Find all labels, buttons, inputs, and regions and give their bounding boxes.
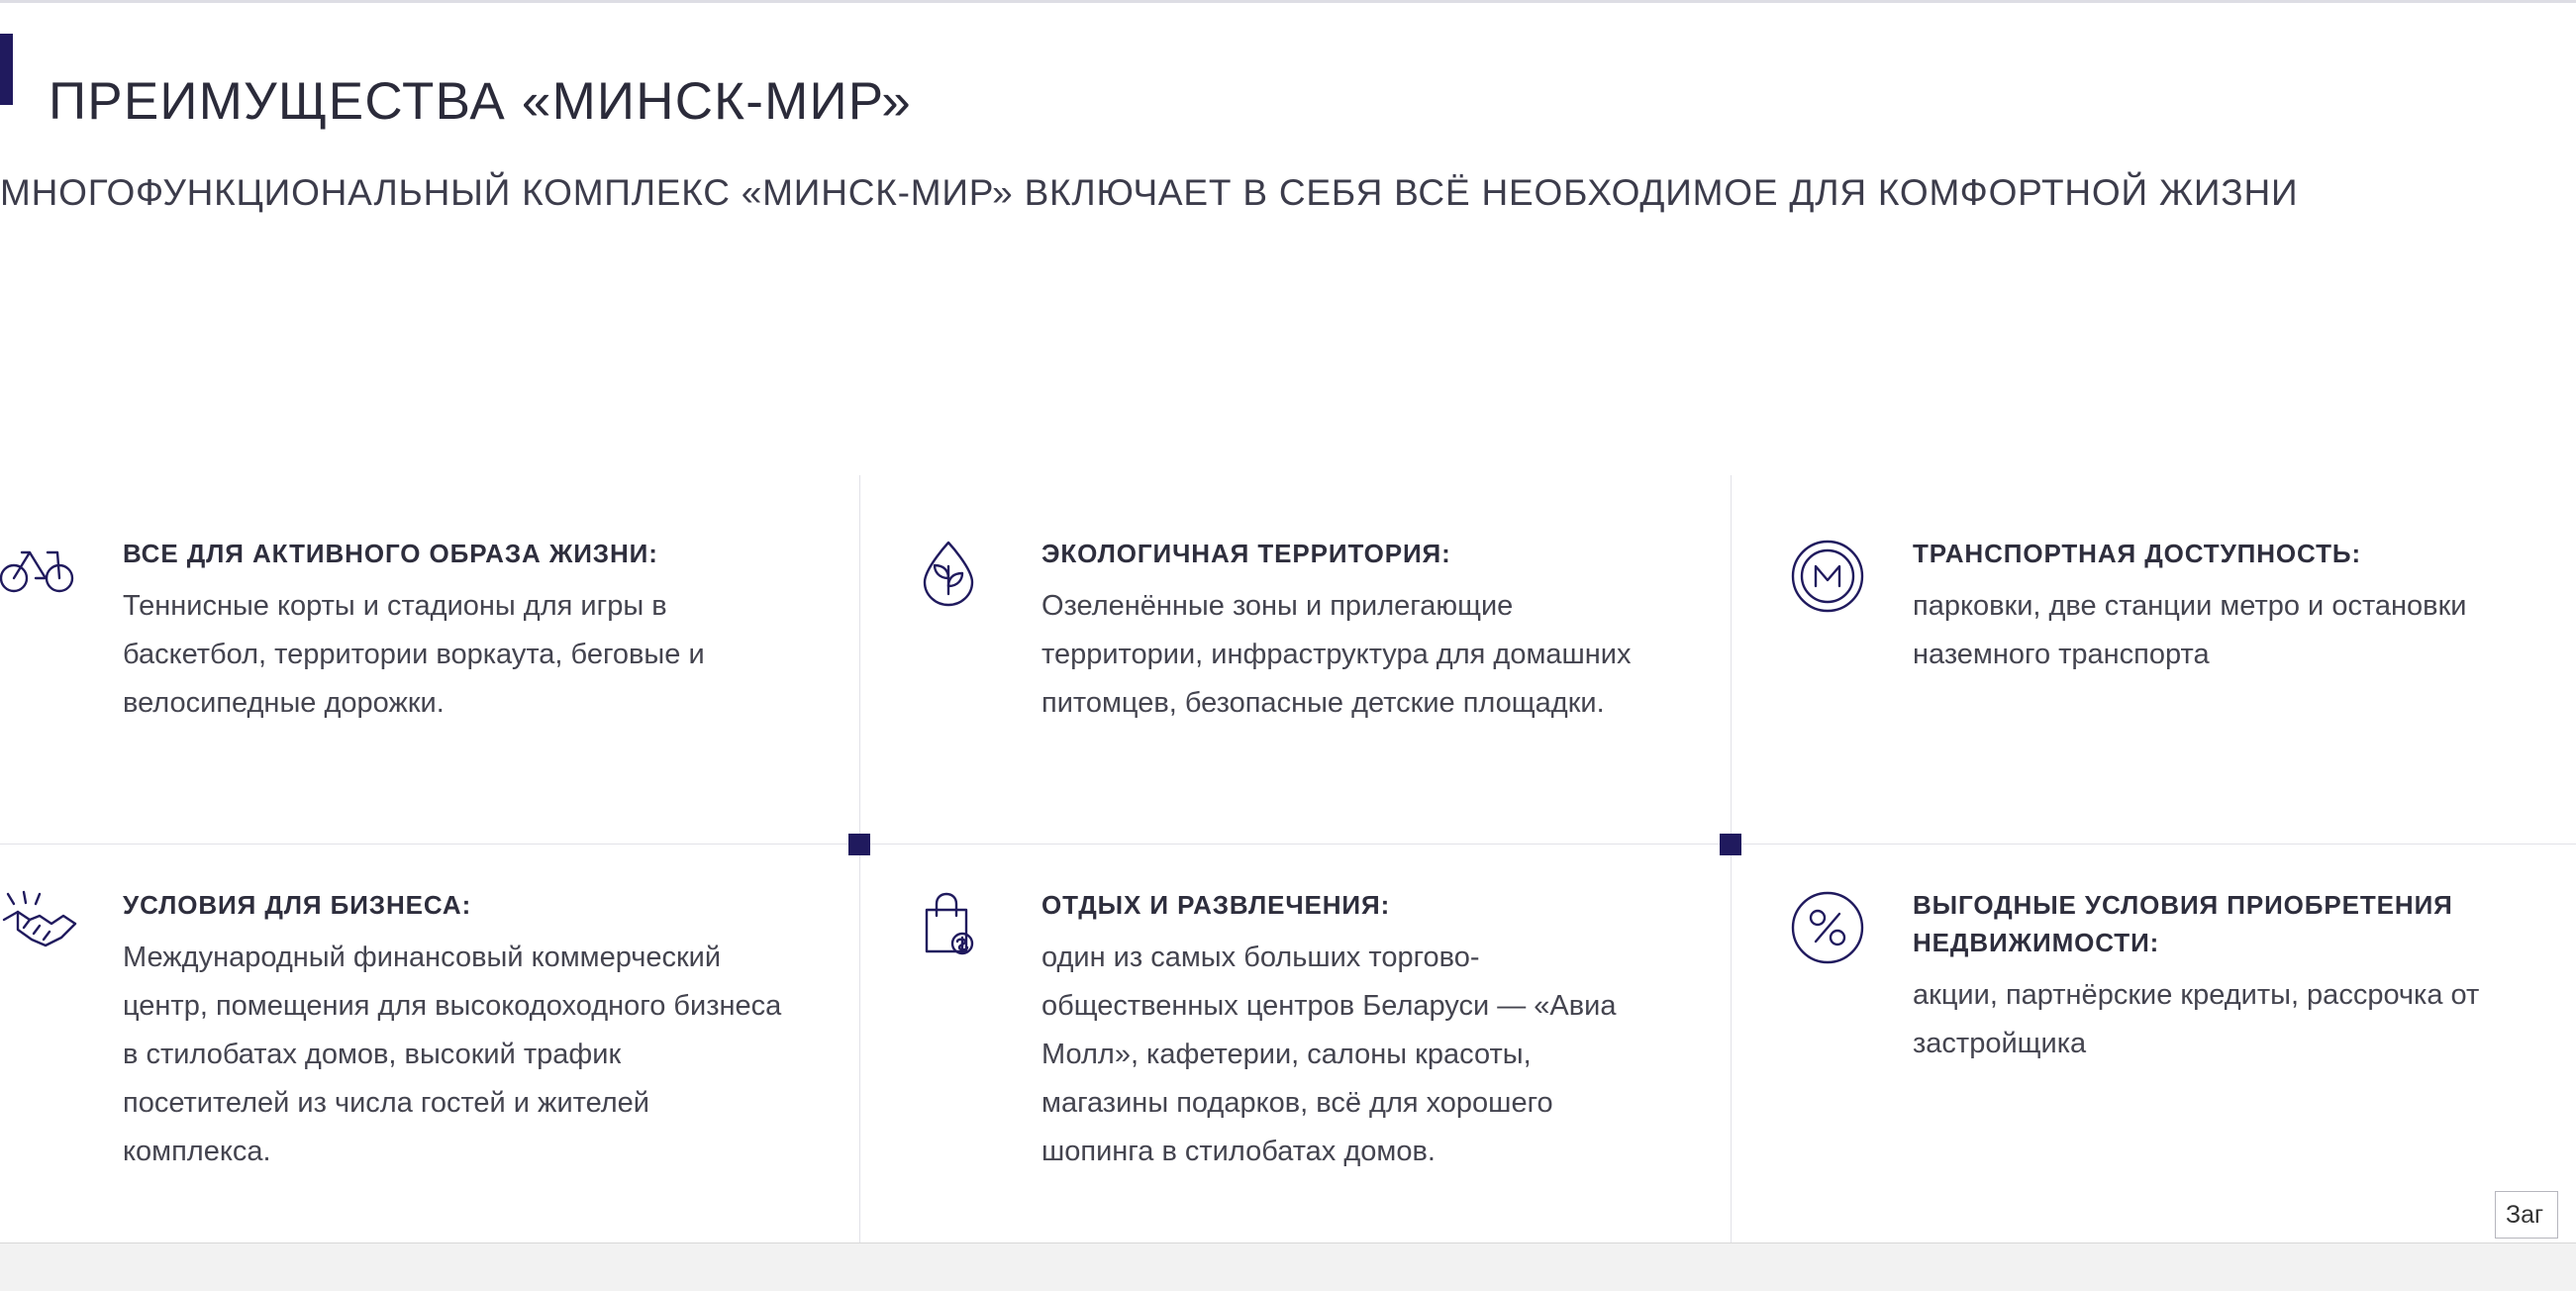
feature-title: ТРАНСПОРТНАЯ ДОСТУПНОСТЬ: <box>1913 539 2361 568</box>
feature-card-leisure <box>859 827 1731 1176</box>
page-title: ПРЕИМУЩЕСТВА «МИНСК-МИР» <box>49 71 912 131</box>
bicycle-icon <box>0 535 107 594</box>
feature-body: парковки, две станции метро и остановки наземного транспорта <box>1913 590 2467 670</box>
feature-body: Международный финансовый коммерческий центр, помещения для высокодоходного бизнеса в стилобатах домов, высокий трафик посетителей из числа гостей и жителей комплекса. <box>123 942 782 1167</box>
page-header <box>0 30 2576 173</box>
feature-text <box>123 535 790 728</box>
accent-bar <box>0 34 13 105</box>
feature-card-eco-territory <box>859 475 1731 827</box>
feature-text <box>1041 535 1661 728</box>
feature-text <box>1913 535 2507 679</box>
handshake-icon <box>0 886 107 951</box>
feature-title: ЭКОЛОГИЧНАЯ ТЕРРИТОРИЯ: <box>1041 539 1451 568</box>
leaf-drop-icon <box>919 535 1026 610</box>
metro-icon <box>1790 535 1897 614</box>
feature-title: ВЫГОДНЫЕ УСЛОВИЯ ПРИОБРЕТЕНИЯ НЕДВИЖИМОСТИ: <box>1913 890 2453 957</box>
feature-text <box>1041 886 1661 1176</box>
feature-body: акции, партнёрские кредиты, рассрочка от застройщика <box>1913 979 2480 1059</box>
feature-body: один из самых больших торгово-общественных центров Беларуси — «Авиа Молл», кафетерии, салоны красоты, магазины подарков, всё для хорошего шопинга в стилобатах домов. <box>1041 942 1617 1167</box>
features-grid <box>0 475 2576 1176</box>
shopping-bag-icon <box>919 886 1026 961</box>
feature-card-transport <box>1731 475 2576 827</box>
heading-row <box>0 30 2576 173</box>
top-divider <box>0 0 2576 3</box>
feature-title: ОТДЫХ И РАЗВЛЕЧЕНИЯ: <box>1041 890 1391 920</box>
page-subtitle: МНОГОФУНКЦИОНАЛЬНЫЙ КОМПЛЕКС «МИНСК-МИР» ВКЛЮЧАЕТ В СЕБЯ ВСЁ НЕОБХОДИМОЕ ДЛЯ КОМФОРТНОЙ ЖИЗНИ <box>0 172 2299 213</box>
feature-title: ВСЕ ДЛЯ АКТИВНОГО ОБРАЗА ЖИЗНИ: <box>123 539 658 568</box>
browser-bottom-bar <box>0 1242 2576 1291</box>
feature-card-purchase-terms <box>1731 827 2576 1176</box>
feature-body: Озеленённые зоны и прилегающие территории, инфраструктура для домашних питомцев, безопасные детские площадки. <box>1041 590 1632 719</box>
feature-text <box>1913 886 2507 1068</box>
status-badge[interactable]: Заг <box>2495 1191 2558 1239</box>
feature-body: Теннисные корты и стадионы для игры в баскетбол, территории воркаута, беговые и велосипедные дорожки. <box>123 590 705 719</box>
feature-title: УСЛОВИЯ ДЛЯ БИЗНЕСА: <box>123 890 472 920</box>
feature-card-active-lifestyle <box>0 475 859 827</box>
percent-icon <box>1790 886 1897 965</box>
feature-text <box>123 886 790 1176</box>
feature-card-business <box>0 827 859 1176</box>
